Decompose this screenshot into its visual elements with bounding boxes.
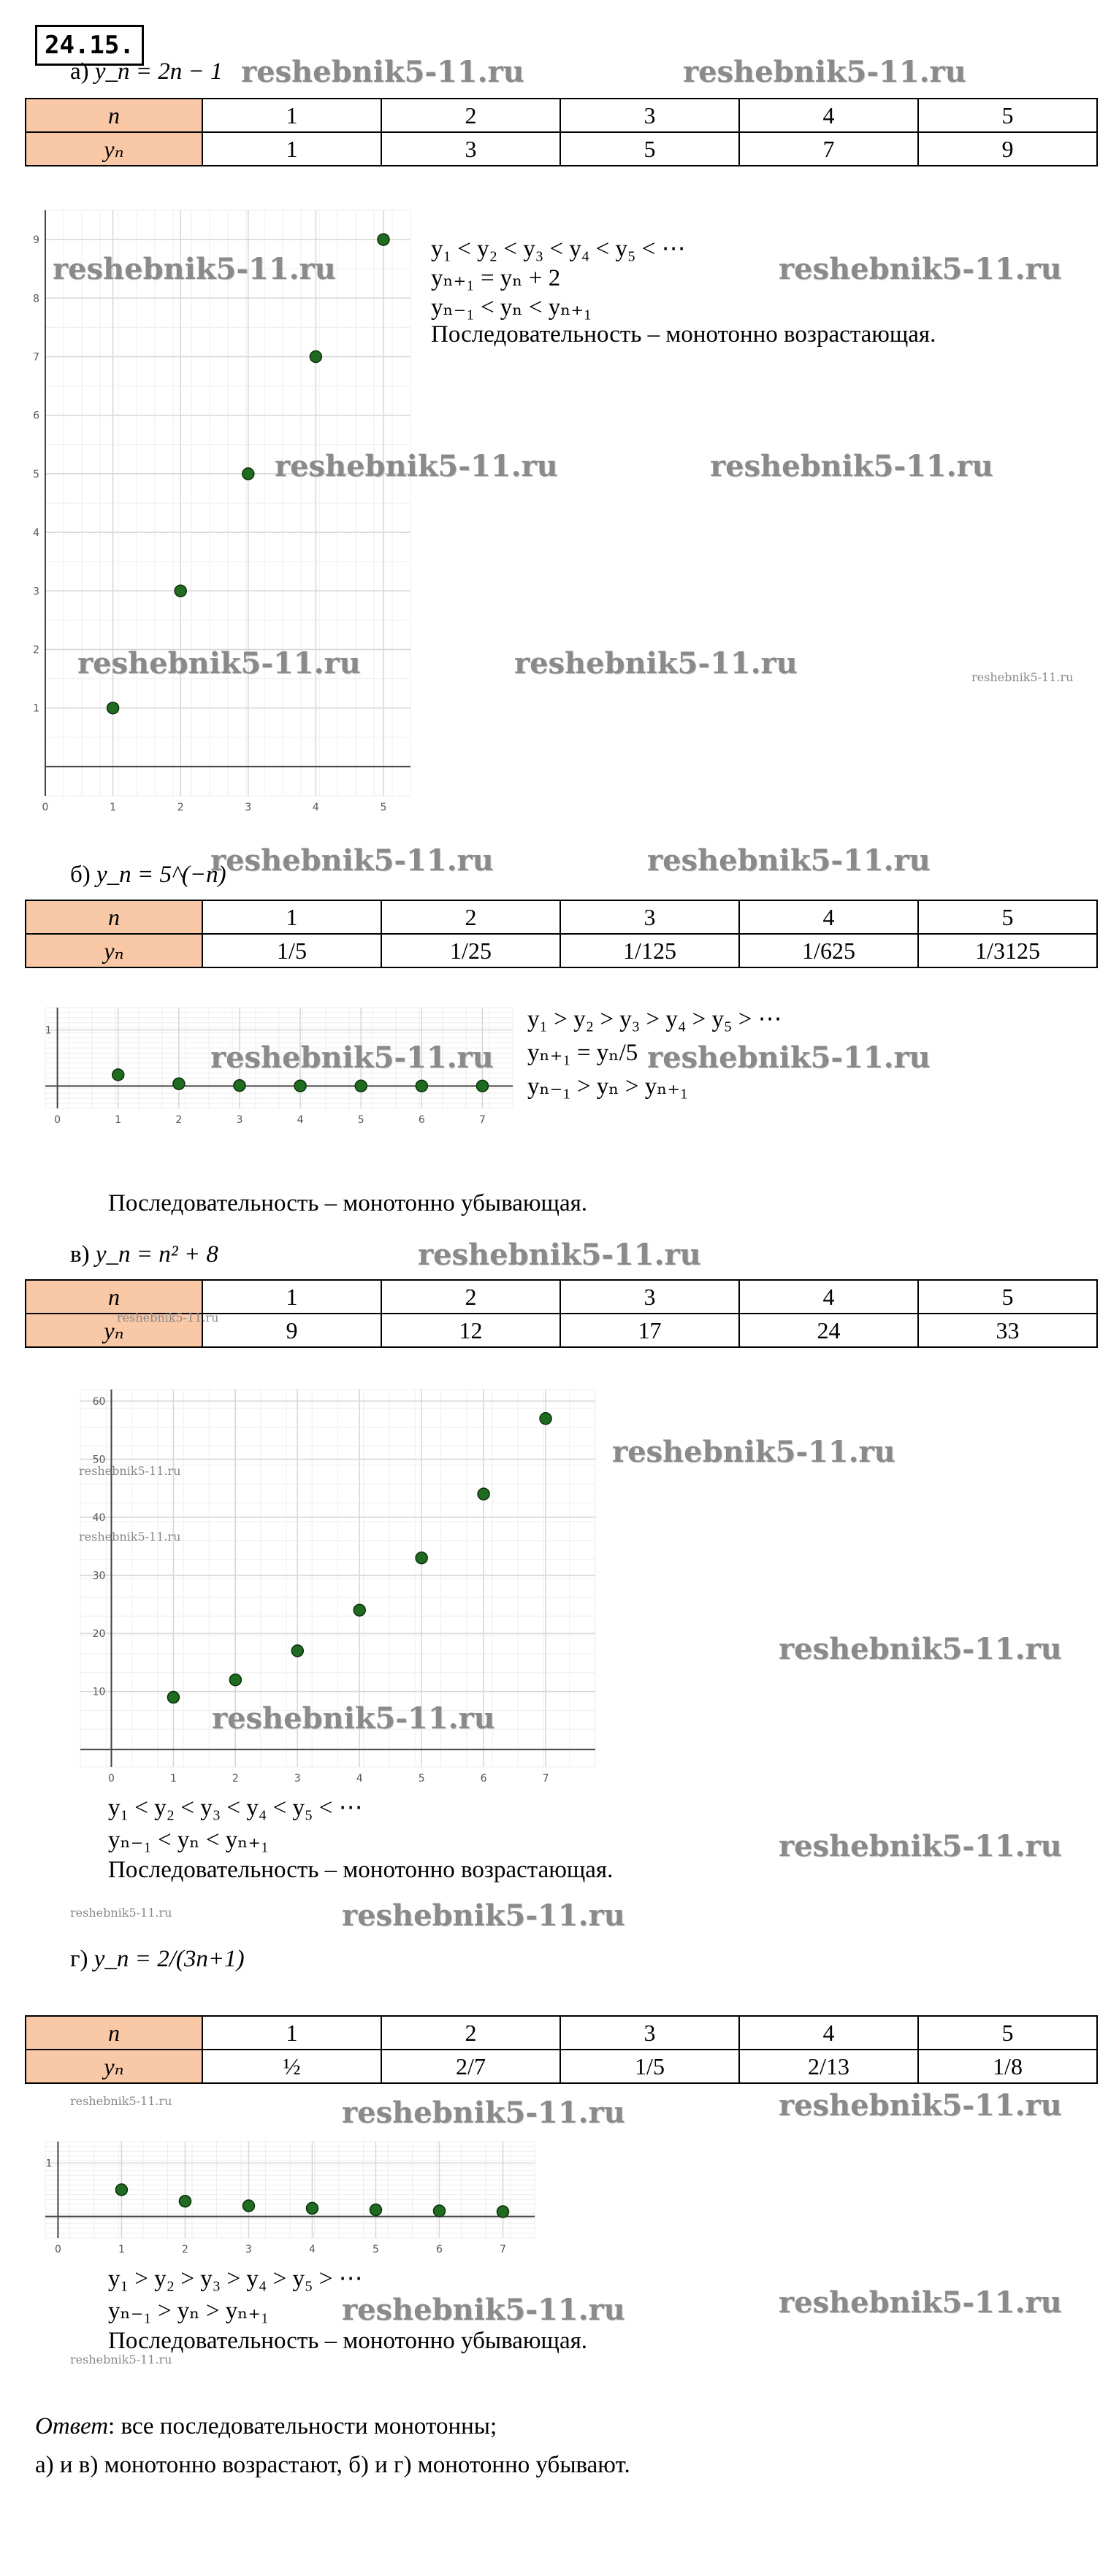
table-cell: 5 <box>918 900 1097 934</box>
x-tick-label: 2 <box>232 1773 239 1785</box>
x-tick-label: 6 <box>480 1773 487 1785</box>
watermark: reshebnik5-11.ru <box>342 2293 625 2327</box>
note-line: Последовательность – монотонно возрастающая. <box>431 321 936 348</box>
note-line: yₙ₋₁ > yₙ > yₙ₊₁ <box>108 2298 270 2324</box>
part-a-formula: y_n = 2n − 1 <box>94 58 223 85</box>
table-cell: 2 <box>381 1280 560 1314</box>
table-row-n <box>26 99 1097 132</box>
table-cell: 5 <box>560 132 739 166</box>
y-tick-label: 4 <box>33 527 39 540</box>
watermark: reshebnik5-11.ru <box>53 252 336 286</box>
table-cell: 1/8 <box>918 2050 1097 2083</box>
x-tick-label: 2 <box>181 2244 188 2255</box>
data-point <box>294 1080 306 1092</box>
watermark: reshebnik5-11.ru <box>647 843 931 878</box>
part-b-letter: б) <box>70 862 97 888</box>
watermark: reshebnik5-11.ru <box>647 1040 931 1075</box>
watermark-small: reshebnik5-11.ru <box>117 1311 219 1325</box>
x-tick-label: 5 <box>357 1114 364 1126</box>
note-line: yₙ₊₁ = yₙ + 2 <box>431 265 561 291</box>
part-c-label <box>70 1241 218 1268</box>
header-n: n <box>26 99 202 132</box>
table-cell: 2 <box>381 99 560 132</box>
x-tick-label: 7 <box>478 1114 486 1126</box>
table-cell: 2/7 <box>381 2050 560 2083</box>
note-line: y₁ > y₂ > y₃ > y₄ > y₅ > ⋯ <box>108 2266 363 2292</box>
x-tick-label: 3 <box>236 1114 243 1126</box>
y-tick-label: 2 <box>33 644 39 656</box>
watermark-small: reshebnik5-11.ru <box>971 670 1074 684</box>
data-point <box>540 1413 551 1425</box>
data-point <box>242 468 254 480</box>
table-cell: 1 <box>202 2016 381 2050</box>
x-tick-label: 4 <box>356 1773 363 1785</box>
table-row-y <box>26 2050 1097 2083</box>
data-point <box>306 2202 318 2214</box>
table-cell: 1/125 <box>560 934 739 967</box>
table-cell: 4 <box>739 1280 918 1314</box>
answer-text-1: : все последовательности монотонны; <box>108 2413 497 2439</box>
watermark: reshebnik5-11.ru <box>612 1435 895 1469</box>
data-point <box>112 1069 124 1081</box>
table-row-n <box>26 2016 1097 2050</box>
problem-number: 24.15. <box>35 25 144 66</box>
x-tick-label: 4 <box>308 2244 316 2255</box>
part-b-formula: y_n = 5^(−n) <box>96 862 226 888</box>
table-row-n <box>26 900 1097 934</box>
watermark: reshebnik5-11.ru <box>342 1898 625 1933</box>
table-cell: 17 <box>560 1314 739 1347</box>
note-line: y₁ < y₂ < y₃ < y₄ < y₅ < ⋯ <box>431 236 686 262</box>
answer-line-1 <box>35 2413 497 2440</box>
note-line: Последовательность – монотонно убывающая. <box>108 2328 588 2354</box>
x-tick-label: 2 <box>177 802 184 813</box>
x-tick-label: 4 <box>297 1114 304 1126</box>
data-point <box>107 702 119 714</box>
data-point <box>355 1080 367 1092</box>
x-tick-label: 4 <box>312 802 319 813</box>
data-point <box>242 2200 254 2212</box>
part-c-letter: в) <box>70 1241 96 1268</box>
watermark: reshebnik5-11.ru <box>275 449 558 483</box>
table-cell: 3 <box>381 132 560 166</box>
watermark-small: reshebnik5-11.ru <box>79 1530 181 1544</box>
x-tick-label: 3 <box>245 2244 252 2255</box>
table-cell: 4 <box>739 900 918 934</box>
watermark: reshebnik5-11.ru <box>77 646 361 681</box>
x-tick-label: 2 <box>175 1114 183 1126</box>
watermark: reshebnik5-11.ru <box>241 55 524 89</box>
watermark: reshebnik5-11.ru <box>710 449 993 483</box>
table-part-b <box>25 900 1098 968</box>
x-tick-label: 6 <box>418 1114 425 1126</box>
watermark: reshebnik5-11.ru <box>779 252 1062 286</box>
watermark: reshebnik5-11.ru <box>514 646 798 681</box>
x-tick-label: 7 <box>500 2244 506 2255</box>
y-tick-label: 30 <box>92 1570 106 1582</box>
y-tick-label: 5 <box>33 468 39 480</box>
x-tick-label: 5 <box>418 1773 425 1785</box>
x-tick-label: 1 <box>169 1773 177 1785</box>
table-cell: 1 <box>202 132 381 166</box>
y-tick-label: 6 <box>33 410 39 422</box>
table-cell: 3 <box>560 900 739 934</box>
data-point <box>433 2205 445 2217</box>
notes-part-c <box>108 1793 613 1884</box>
note-line: yₙ₋₁ > yₙ > yₙ₊₁ <box>527 1073 689 1100</box>
x-tick-label: 3 <box>245 802 252 813</box>
table-cell: 1/25 <box>381 934 560 967</box>
table-cell: 1 <box>202 99 381 132</box>
note-line: Последовательность – монотонно убывающая. <box>108 1190 588 1216</box>
y-tick-label: 20 <box>92 1628 106 1641</box>
table-cell: 9 <box>202 1314 381 1347</box>
table-cell: 5 <box>918 2016 1097 2050</box>
y-tick-label: 1 <box>33 702 39 715</box>
part-c-formula: y_n = n² + 8 <box>95 1241 218 1268</box>
data-point <box>115 2184 127 2196</box>
header-n: n <box>26 2016 202 2050</box>
part-d-label <box>70 1946 245 1973</box>
x-tick-label: 1 <box>110 802 117 813</box>
data-point <box>234 1080 245 1092</box>
note-line: yₙ₊₁ = yₙ/5 <box>527 1040 638 1066</box>
x-tick-label: 7 <box>542 1773 549 1785</box>
watermark-small: reshebnik5-11.ru <box>70 2094 172 2108</box>
chart-part-a <box>33 204 418 818</box>
note-line: y₁ > y₂ > y₃ > y₄ > y₅ > ⋯ <box>527 1006 782 1032</box>
data-point <box>291 1645 303 1657</box>
note-line: Последовательность – монотонно возрастающая. <box>108 1857 614 1883</box>
header-y: yₙ <box>26 2050 202 2083</box>
data-point <box>476 1080 488 1092</box>
x-tick-label: 5 <box>380 802 387 813</box>
watermark-small: reshebnik5-11.ru <box>70 2353 172 2366</box>
y-tick-label: 1 <box>45 1024 52 1037</box>
data-point <box>167 1692 179 1703</box>
header-y: yₙ <box>26 1314 202 1347</box>
note-line: yₙ₋₁ < yₙ < yₙ₊₁ <box>108 1827 270 1853</box>
part-d-letter: г) <box>70 1946 94 1972</box>
table-part-d <box>25 2015 1098 2084</box>
watermark: reshebnik5-11.ru <box>779 1829 1062 1863</box>
chart-part-d <box>38 2136 542 2260</box>
data-point <box>378 234 389 245</box>
x-tick-label: 3 <box>294 1773 301 1785</box>
table-cell: 1 <box>202 900 381 934</box>
watermark-small: reshebnik5-11.ru <box>79 1464 181 1478</box>
table-cell: 2/13 <box>739 2050 918 2083</box>
table-cell: 7 <box>739 132 918 166</box>
header-n: n <box>26 1280 202 1314</box>
table-cell: 1 <box>202 1280 381 1314</box>
watermark-small: reshebnik5-11.ru <box>70 1906 172 1920</box>
part-d-formula: y_n = 2/(3n+1) <box>93 1946 245 1972</box>
watermark: reshebnik5-11.ru <box>210 1040 494 1075</box>
table-cell: 2 <box>381 2016 560 2050</box>
x-tick-label: 0 <box>42 802 49 813</box>
note-line: yₙ₋₁ < yₙ < yₙ₊₁ <box>431 294 592 321</box>
part-a-label <box>70 58 223 85</box>
table-cell: 2 <box>381 900 560 934</box>
watermark: reshebnik5-11.ru <box>779 1632 1062 1666</box>
watermark: reshebnik5-11.ru <box>779 2285 1062 2320</box>
data-point <box>370 2204 381 2216</box>
data-point <box>416 1080 427 1092</box>
table-cell: 9 <box>918 132 1097 166</box>
header-y: yₙ <box>26 132 202 166</box>
y-tick-label: 60 <box>92 1395 106 1408</box>
table-cell: 1/5 <box>560 2050 739 2083</box>
data-point <box>229 1674 241 1686</box>
data-point <box>354 1604 365 1616</box>
table-cell: 24 <box>739 1314 918 1347</box>
part-a-letter: а) <box>70 58 95 85</box>
x-tick-label: 1 <box>115 1114 122 1126</box>
y-tick-label: 1 <box>45 2158 53 2170</box>
table-row-n <box>26 1280 1097 1314</box>
table-cell: 3 <box>560 2016 739 2050</box>
table-part-a <box>25 98 1098 166</box>
data-point <box>175 585 186 597</box>
data-point <box>416 1552 427 1564</box>
watermark: reshebnik5-11.ru <box>683 55 966 89</box>
watermark: reshebnik5-11.ru <box>779 2088 1062 2123</box>
table-cell: 5 <box>918 99 1097 132</box>
x-tick-label: 0 <box>54 1114 61 1126</box>
data-point <box>173 1078 185 1089</box>
header-y: yₙ <box>26 934 202 967</box>
x-tick-label: 0 <box>54 2244 61 2255</box>
table-cell: 4 <box>739 99 918 132</box>
table-row-y <box>26 132 1097 166</box>
data-point <box>478 1488 489 1500</box>
table-cell: 5 <box>918 1280 1097 1314</box>
x-tick-label: 1 <box>118 2244 125 2255</box>
table-cell: 1/3125 <box>918 934 1097 967</box>
table-cell: ½ <box>202 2050 381 2083</box>
note-line: y₁ < y₂ < y₃ < y₄ < y₅ < ⋯ <box>108 1795 363 1821</box>
notes-part-a <box>431 234 936 348</box>
answer-label: Ответ <box>35 2413 109 2439</box>
table-cell: 33 <box>918 1314 1097 1347</box>
y-tick-label: 50 <box>92 1454 106 1466</box>
x-tick-label: 0 <box>108 1773 115 1785</box>
table-row-y <box>26 934 1097 967</box>
x-tick-label: 5 <box>373 2244 379 2255</box>
part-b-label <box>70 862 226 889</box>
y-tick-label: 9 <box>33 234 39 247</box>
table-cell: 3 <box>560 1280 739 1314</box>
x-tick-label: 6 <box>436 2244 443 2255</box>
table-cell: 4 <box>739 2016 918 2050</box>
data-point <box>179 2196 191 2207</box>
watermark: reshebnik5-11.ru <box>342 2096 625 2130</box>
answer-line-2: а) и в) монотонно возрастают, б) и г) монотонно убывают. <box>35 2452 630 2478</box>
data-point <box>310 351 321 363</box>
y-tick-label: 3 <box>33 586 39 598</box>
y-tick-label: 10 <box>92 1686 106 1698</box>
y-tick-label: 40 <box>92 1511 106 1524</box>
watermark: reshebnik5-11.ru <box>418 1238 701 1272</box>
table-cell: 1/5 <box>202 934 381 967</box>
watermark: reshebnik5-11.ru <box>212 1701 495 1736</box>
data-point <box>497 2206 508 2217</box>
table-cell: 1/625 <box>739 934 918 967</box>
table-cell: 3 <box>560 99 739 132</box>
table-cell: 12 <box>381 1314 560 1347</box>
header-n: n <box>26 900 202 934</box>
watermark: reshebnik5-11.ru <box>210 843 494 878</box>
y-tick-label: 7 <box>33 351 39 364</box>
y-tick-label: 8 <box>33 293 39 305</box>
